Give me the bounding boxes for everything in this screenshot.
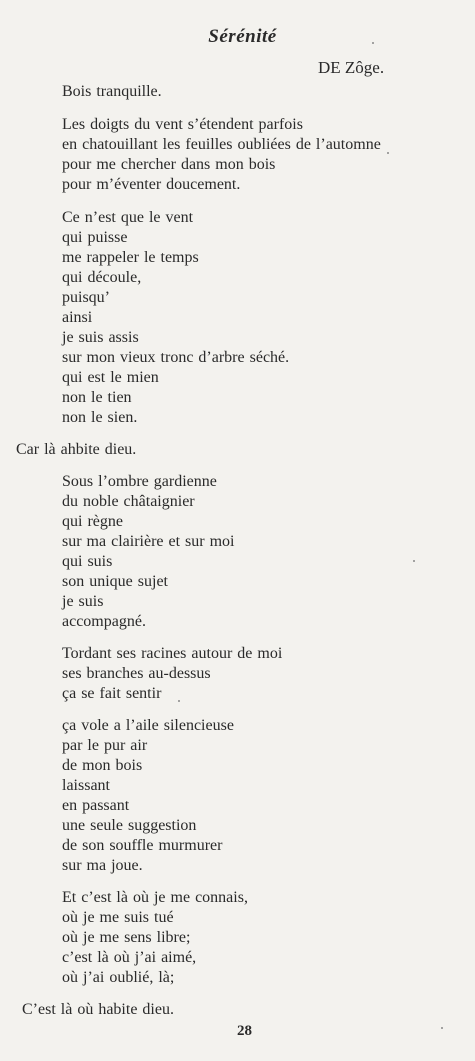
paper-speck bbox=[387, 152, 389, 154]
poem-line: qui suis bbox=[62, 553, 113, 570]
poem-line: Tordant ses racines autour de moi bbox=[62, 645, 283, 662]
poem-line: C’est là où habite dieu. bbox=[22, 1001, 174, 1018]
poem-line: où je me suis tué bbox=[62, 909, 174, 926]
poem-line: sur ma joue. bbox=[62, 857, 143, 874]
poem-line: Et c’est là où je me connais, bbox=[62, 889, 248, 906]
poem-line: puisqu’ bbox=[62, 289, 110, 306]
poem-line: ça vole a l’aile silencieuse bbox=[62, 717, 234, 734]
poem-title: Sérénité bbox=[208, 26, 277, 47]
poem-line: par le pur air bbox=[62, 737, 148, 754]
poem-line: Car là ahbite dieu. bbox=[16, 441, 137, 458]
poem-line: accompagné. bbox=[62, 613, 146, 630]
poem-line: son unique sujet bbox=[62, 573, 168, 590]
poem-line: Bois tranquille. bbox=[62, 83, 162, 100]
paper-speck bbox=[178, 700, 180, 702]
poem-line: ses branches au-dessus bbox=[62, 665, 211, 682]
poem-line: ainsi bbox=[62, 309, 93, 326]
poem-line: Ce n’est que le vent bbox=[62, 209, 194, 226]
poem-line: en passant bbox=[62, 797, 130, 814]
poem-line: qui est le mien bbox=[62, 369, 159, 386]
poem-line: c’est là où j’ai aimé, bbox=[62, 949, 197, 966]
poem-line: pour me chercher dans mon bois bbox=[62, 156, 276, 173]
paper-speck bbox=[372, 42, 374, 44]
poem-line: je suis bbox=[62, 593, 104, 610]
paper-speck bbox=[441, 1027, 443, 1029]
poem-line: qui puisse bbox=[62, 229, 128, 246]
poem-line: me rappeler le temps bbox=[62, 249, 199, 266]
poem-line: Sous l’ombre gardienne bbox=[62, 473, 217, 490]
poem-line: laissant bbox=[62, 777, 110, 794]
poem-line: qui règne bbox=[62, 513, 123, 530]
poem-line: pour m’éventer doucement. bbox=[62, 176, 241, 193]
poem-line: je suis assis bbox=[62, 329, 139, 346]
poem-line: sur mon vieux tronc d’arbre séché. bbox=[62, 349, 290, 366]
poem-line: en chatouillant les feuilles oubliées de l’automne bbox=[62, 136, 381, 153]
poem-line: ça se fait sentir bbox=[62, 685, 162, 702]
poem-line: non le tien bbox=[62, 389, 132, 406]
paper-speck bbox=[413, 560, 415, 562]
poem-line: de mon bois bbox=[62, 757, 143, 774]
poem-line: de son souffle murmurer bbox=[62, 837, 223, 854]
poem-line: du noble châtaignier bbox=[62, 493, 195, 510]
poem-line: Les doigts du vent s’étendent parfois bbox=[62, 116, 303, 133]
poem-author: DE Zôge. bbox=[318, 58, 385, 77]
poem-line: où je me sens libre; bbox=[62, 929, 191, 946]
poem-line: sur ma clairière et sur moi bbox=[62, 533, 235, 550]
page-number: 28 bbox=[237, 1023, 252, 1039]
poem-line: où j’ai oublié, là; bbox=[62, 969, 175, 986]
poem-line: une seule suggestion bbox=[62, 817, 197, 834]
poem-line: non le sien. bbox=[62, 409, 138, 426]
poem-line: qui découle, bbox=[62, 269, 142, 286]
